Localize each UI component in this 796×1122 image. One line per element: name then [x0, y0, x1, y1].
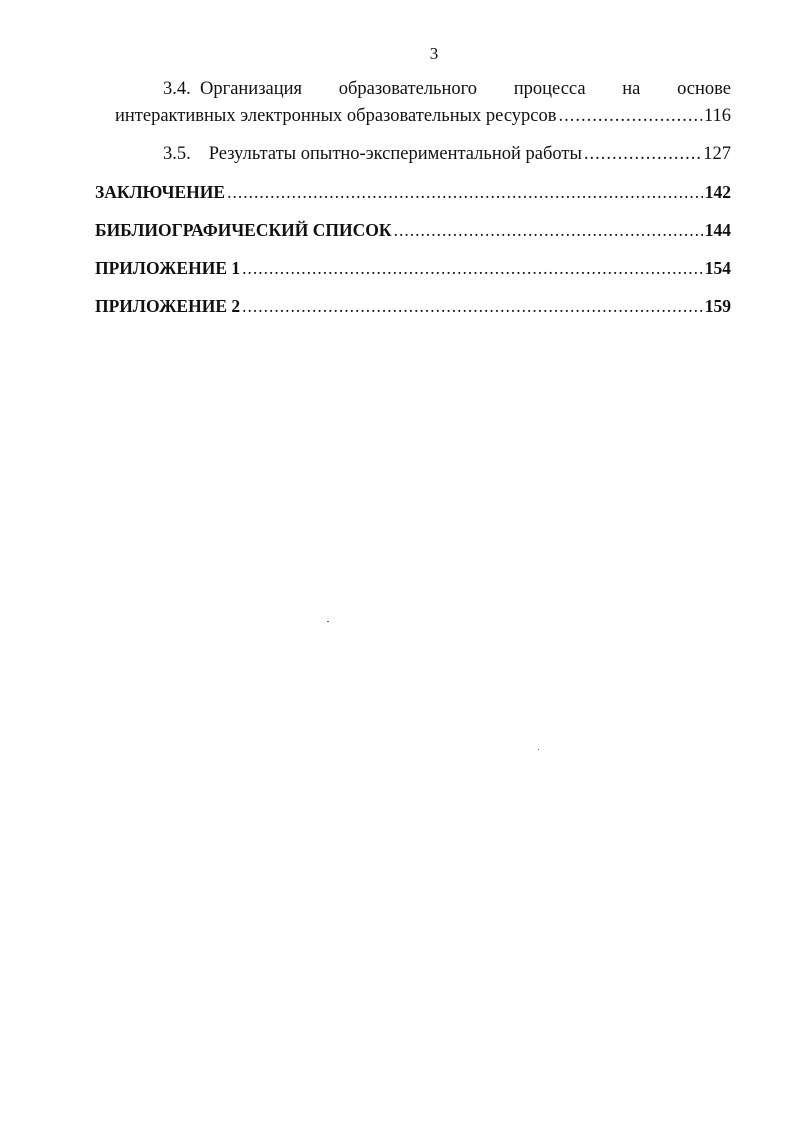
page-number: 3: [429, 44, 439, 63]
dot-leader: [584, 140, 701, 168]
toc-entry-bibliography-page: 144: [704, 220, 731, 240]
toc-entry-3-4-word-3: процесса: [513, 79, 586, 99]
toc-entry-3-4-number: 3.4.: [163, 79, 191, 99]
dot-leader: [394, 216, 703, 244]
toc-entry-3-4-first-line: [115, 76, 731, 102]
toc-entry-3-5: [95, 140, 731, 168]
dot-leader: [242, 254, 703, 282]
toc-entry-3-4-number-and-word-1: [163, 76, 302, 102]
scan-speck: [538, 749, 539, 750]
toc-entry-3-4-word-1: Организация: [200, 79, 303, 99]
toc-entry-3-5-number: 3.5.: [163, 144, 191, 164]
toc-entry-bibliography-title: БИБЛИОГРАФИЧЕСКИЙ СПИСОК: [95, 220, 392, 240]
toc-entry-appendix-1: [95, 254, 731, 282]
toc-entry-appendix-1-title: ПРИЛОЖЕНИЕ 1: [95, 258, 241, 278]
scan-speck: [327, 621, 329, 622]
toc-entry-conclusion-page: 142: [704, 182, 731, 202]
toc-entry-appendix-2-title: ПРИЛОЖЕНИЕ 2: [95, 296, 241, 316]
toc-entry-3-4-continuation: интерактивных электронных образовательных ресурсов: [115, 106, 557, 126]
toc-entry-3-4-second-line: [115, 102, 731, 130]
toc-entry-3-5-page: 127: [703, 144, 731, 164]
toc-entry-3-4-word-2: образовательного: [338, 79, 478, 99]
dot-leader: [227, 178, 703, 206]
toc-entry-3-4-word-4: на: [622, 79, 641, 99]
toc-entry-3-5-title: Результаты опытно-экспериментальной работы: [208, 144, 582, 164]
toc-entry-3-4: [115, 76, 731, 130]
toc-entry-3-4-word-5: основе: [677, 79, 731, 99]
toc-entry-appendix-1-page: 154: [704, 258, 731, 278]
toc-entry-appendix-2-page: 159: [704, 296, 731, 316]
toc-entry-3-4-page: 116: [703, 106, 731, 126]
dot-leader: [242, 292, 703, 320]
toc-entry-conclusion: [95, 178, 731, 206]
toc-entry-bibliography: [95, 216, 731, 244]
table-of-contents: [95, 76, 731, 320]
toc-entry-conclusion-title: ЗАКЛЮЧЕНИЕ: [95, 182, 226, 202]
toc-entry-appendix-2: [95, 292, 731, 320]
dot-leader: [559, 102, 702, 130]
